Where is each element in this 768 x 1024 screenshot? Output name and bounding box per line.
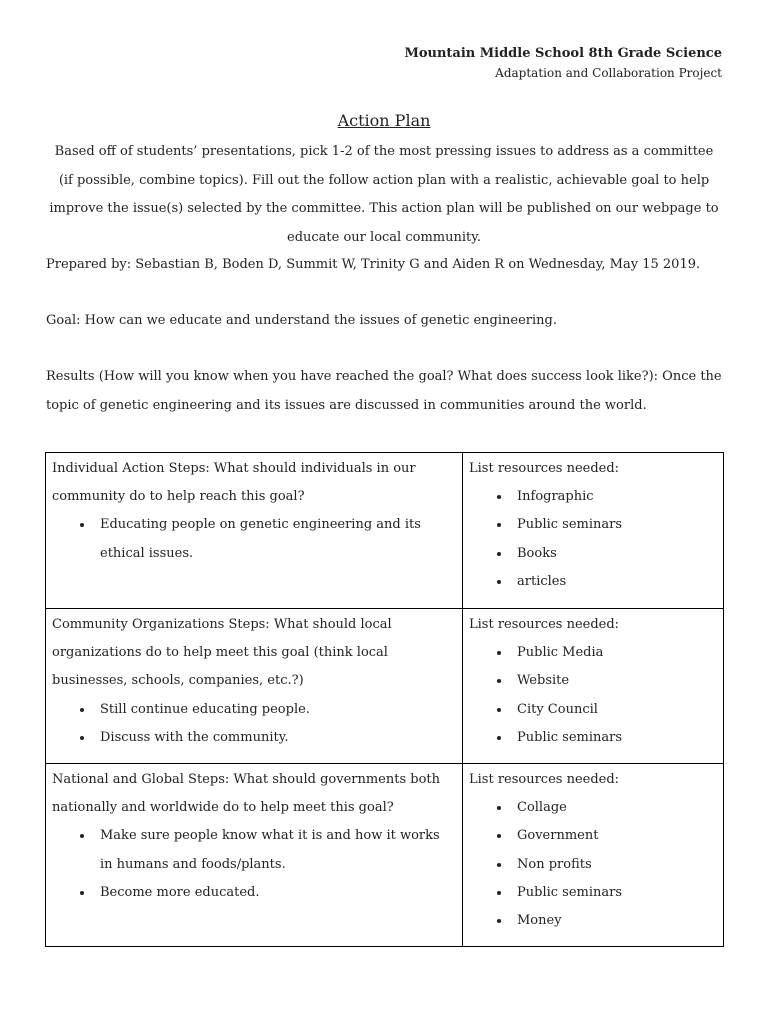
- steps-prompt: Community Organizations Steps: What should local organizations do to help meet this goal (think local businesses, schools, companies, etc.?): [52, 617, 392, 689]
- steps-cell: [46, 764, 463, 947]
- goal-statement: Goal: How can we educate and understand the issues of genetic engineering.: [46, 313, 557, 328]
- page-title: Action Plan: [337, 111, 431, 130]
- project-name: Adaptation and Collaboration Project: [495, 66, 722, 80]
- list-item: • Website: [511, 667, 717, 695]
- list-item: • Educating people on genetic engineering and its ethical issues.: [94, 511, 456, 567]
- steps-prompt: National and Global Steps: What should governments both nationally and worldwide do to help meet this goal?: [52, 772, 441, 816]
- list-item: • Become more educated.: [94, 879, 456, 907]
- resources-label: List resources needed:: [469, 772, 620, 787]
- steps-prompt: Individual Action Steps: What should individuals in our community do to help reach this goal?: [52, 461, 416, 505]
- resources-label: List resources needed:: [469, 617, 620, 632]
- steps-list: [52, 696, 456, 752]
- school-name: Mountain Middle School 8th Grade Science: [404, 46, 722, 61]
- intro-paragraph: Based off of students’ presentations, pick 1-2 of the most pressing issues to address as a committee (if possible, combine topics). Fill out the follow action plan with a realistic, achievable goal to help improve the issue(s) selected by the committee. This action plan will be published on our webpage to educate our local community.: [49, 144, 719, 245]
- table-row: [46, 453, 724, 609]
- results-statement: Results (How will you know when you have reached the goal? What does success look like?): Once the topic of genetic engineering and its issues are discussed in communities around the world.: [46, 369, 722, 413]
- steps-list: [52, 511, 456, 567]
- resources-list: [469, 794, 717, 935]
- list-item: • Non profits: [511, 851, 717, 879]
- resources-cell: [463, 609, 724, 764]
- list-item: • Infographic: [511, 483, 717, 511]
- list-item: • Public seminars: [511, 724, 717, 752]
- table-row: [46, 764, 724, 947]
- steps-list: [52, 822, 456, 907]
- resources-list: [469, 483, 717, 596]
- list-item: • Public seminars: [511, 879, 717, 907]
- table-row: [46, 609, 724, 764]
- list-item: • articles: [511, 568, 717, 596]
- prepared-by: Prepared by: Sebastian B, Boden D, Summit W, Trinity G and Aiden R on Wednesday, May 15 2019.: [46, 257, 701, 272]
- list-item: • Public seminars: [511, 511, 717, 539]
- list-item: • Public Media: [511, 639, 717, 667]
- list-item: • Collage: [511, 794, 717, 822]
- steps-cell: [46, 453, 463, 609]
- resources-list: [469, 639, 717, 752]
- list-item: • Make sure people know what it is and how it works in humans and foods/plants.: [94, 822, 456, 878]
- resources-label: List resources needed:: [469, 461, 620, 476]
- list-item: • Books: [511, 540, 717, 568]
- resources-cell: [463, 764, 724, 947]
- list-item: • Money: [511, 907, 717, 935]
- steps-cell: [46, 609, 463, 764]
- list-item: • Still continue educating people.: [94, 696, 456, 724]
- resources-cell: [463, 453, 724, 609]
- action-plan-table: [45, 452, 724, 947]
- list-item: • Government: [511, 822, 717, 850]
- list-item: • Discuss with the community.: [94, 724, 456, 752]
- document-header: [404, 44, 722, 82]
- list-item: • City Council: [511, 696, 717, 724]
